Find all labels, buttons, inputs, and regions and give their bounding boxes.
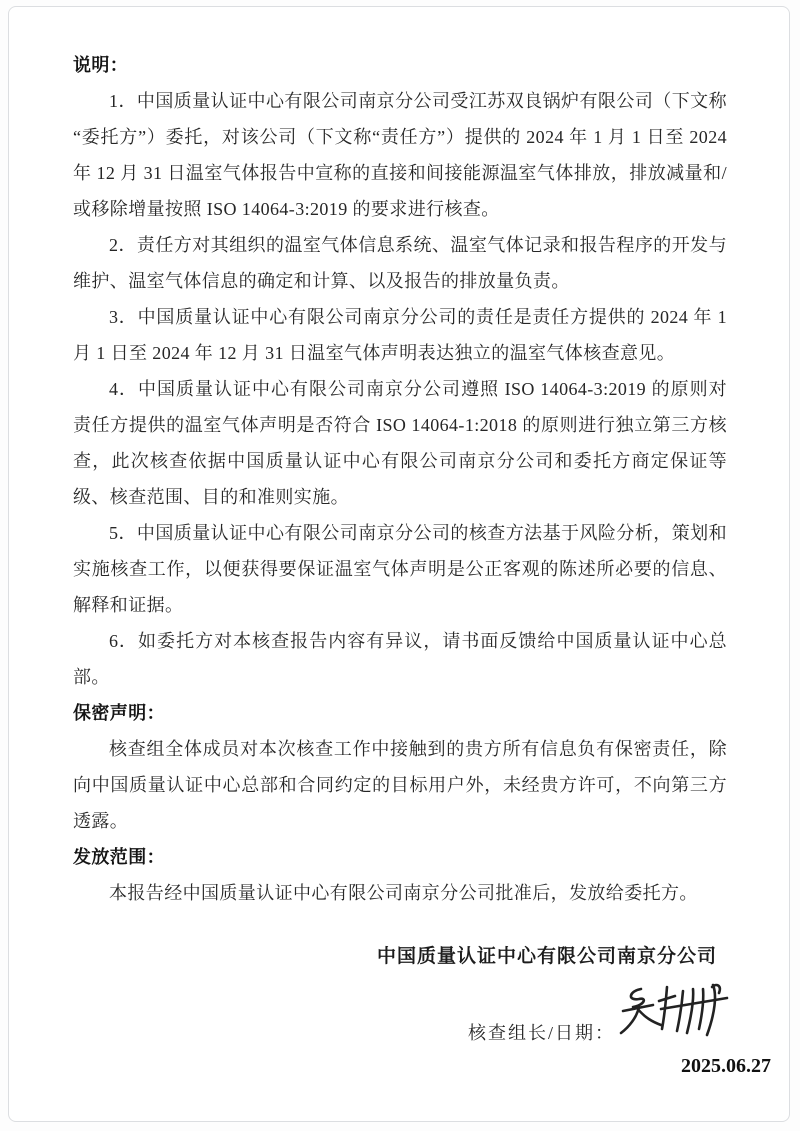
section-heading: 发放范围： [73, 847, 165, 867]
paragraph: 2．责任方对其组织的温室气体信息系统、温室气体记录和报告程序的开发与维护、温室气体信息的确定和计算、以及报告的排放量负责。 [73, 235, 727, 291]
paragraph: 3．中国质量认证中心有限公司南京分公司的责任是责任方提供的 2024 年 1 月 1 日至 2024 年 12 月 31 日温室气体声明表达独立的温室气体核查意见。 [73, 307, 727, 363]
paragraph: 核查组全体成员对本次核查工作中接触到的贵方所有信息负有保密责任，除向中国质量认证中心总部和合同约定的目标用户外，未经贵方许可，不向第三方透露。 [73, 739, 727, 831]
document-page [8, 6, 790, 1122]
paragraph: 1．中国质量认证中心有限公司南京分公司受江苏双良锅炉有限公司（下文称“委托方”）委托，对该公司（下文称“责任方”）提供的 2024 年 1 月 1 日至 2024 年 12 月 31 日温室气体报告中宣称的直接和间接能源温室气体排放，排放减量和/或移除增量按照 ISO 14064-3:2019 的要求进行核查。 [73, 91, 727, 219]
signature-date: 2025.06.27 [681, 1055, 771, 1077]
signature-row [9, 981, 789, 1047]
document-content [9, 7, 789, 911]
section-heading: 说明： [73, 55, 129, 75]
company-name: 中国质量认证中心有限公司南京分公司 [376, 946, 717, 967]
paragraph: 5．中国质量认证中心有限公司南京分公司的核查方法基于风险分析，策划和实施核查工作，以便获得要保证温室气体声明是公正客观的陈述所必要的信息、解释和证据。 [73, 523, 727, 615]
paragraph: 6．如委托方对本核查报告内容有异议，请书面反馈给中国质量认证中心总部。 [73, 631, 727, 687]
handwritten-signature-icon [617, 981, 729, 1047]
verifier-date-label: 核查组长/日期： [467, 1023, 615, 1043]
paragraph: 本报告经中国质量认证中心有限公司南京分公司批准后，发放给委托方。 [109, 883, 698, 903]
section-heading: 保密声明： [73, 703, 165, 723]
paragraph: 4．中国质量认证中心有限公司南京分公司遵照 ISO 14064-3:2019 的原则对责任方提供的温室气体声明是否符合 ISO 14064-1:2018 的原则进行独立第三方核查，此次核查依据中国质量认证中心有限公司南京分公司和委托方商定保证等级、核查范围、目的和准则实施。 [73, 379, 727, 507]
